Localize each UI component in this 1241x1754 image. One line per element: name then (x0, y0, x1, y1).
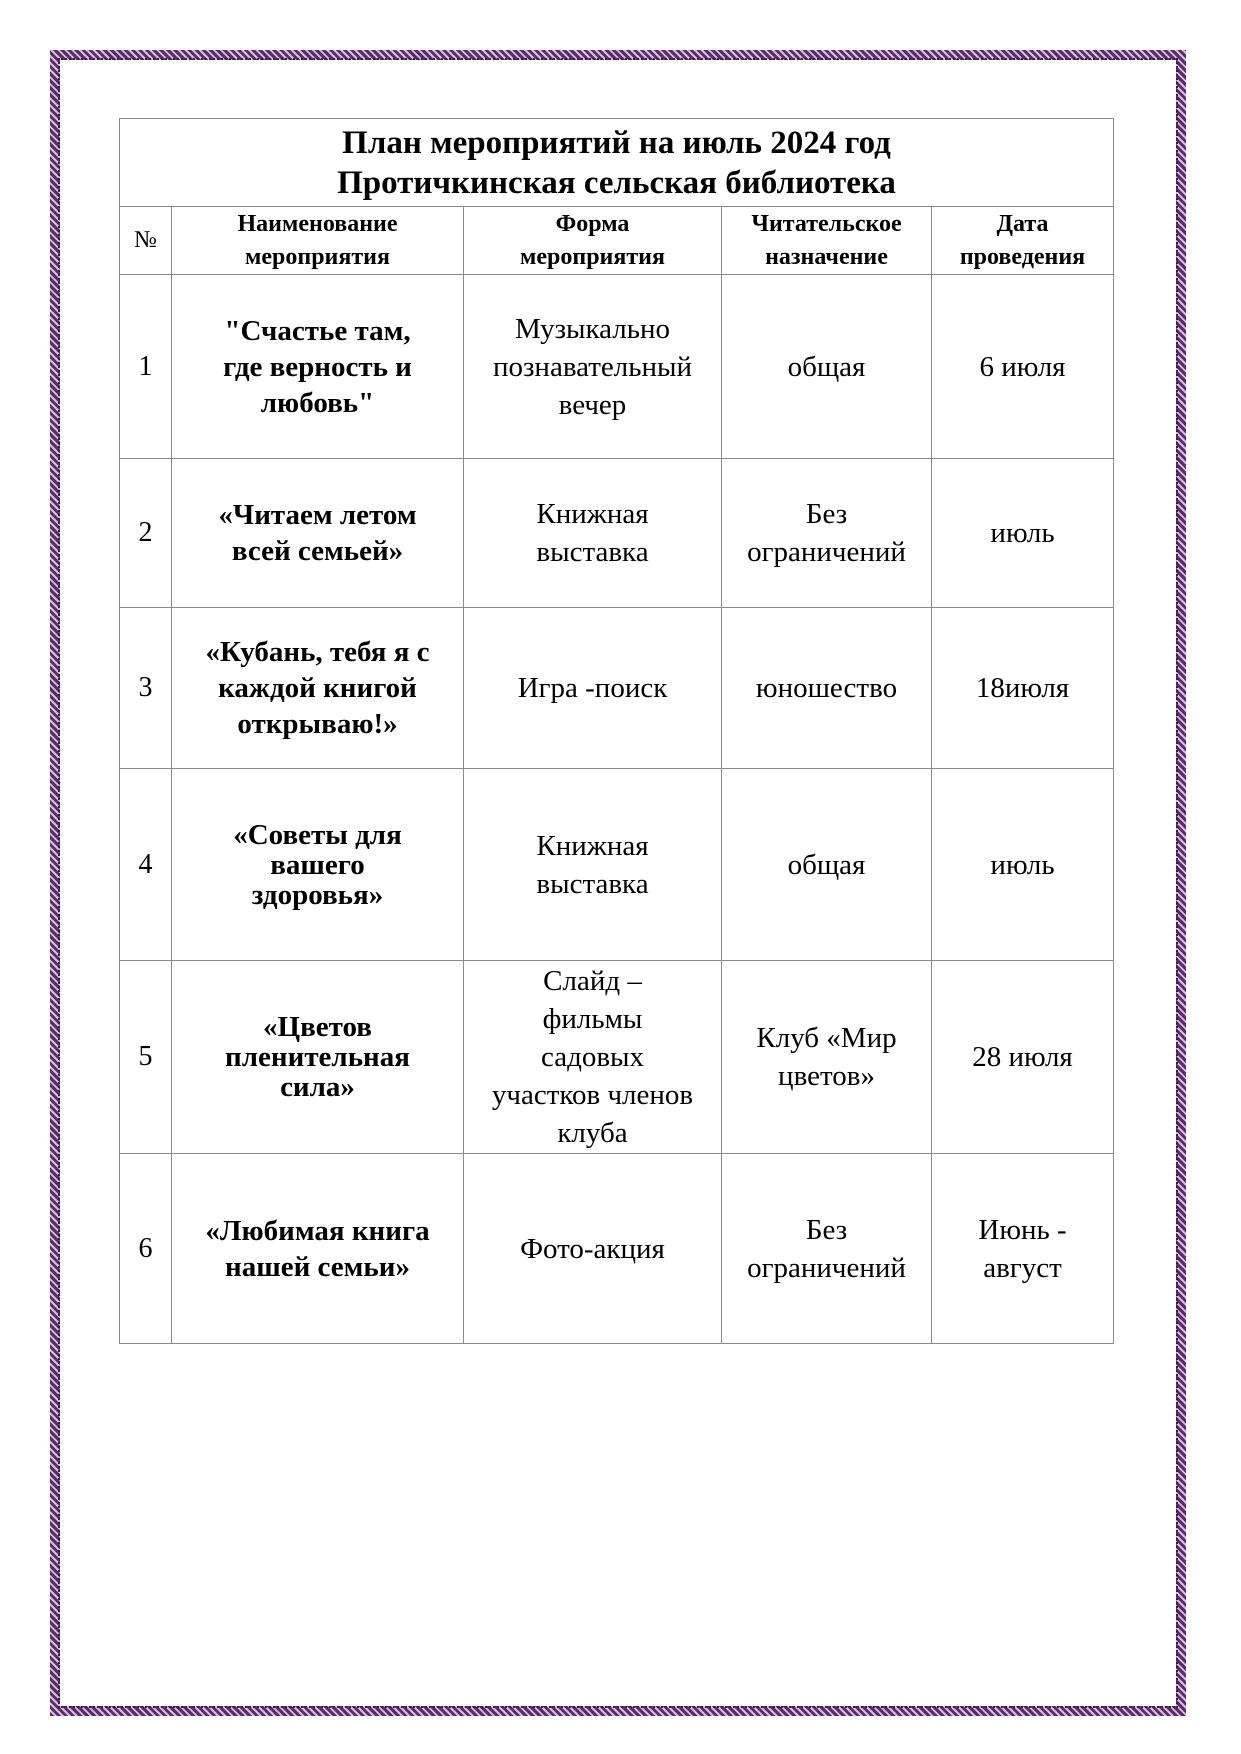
header-event-name-line2: мероприятия (245, 243, 390, 270)
event-form-line: Фото-акция (520, 1232, 665, 1265)
event-name-line: «Советы для (233, 818, 402, 851)
event-date-line: июль (990, 848, 1055, 881)
event-audience (722, 275, 932, 459)
event-audience-line: Без (805, 498, 848, 530)
table-title-row (120, 119, 1114, 207)
event-name (172, 961, 464, 1154)
event-date (932, 275, 1114, 459)
event-name-line: «Любимая книга (205, 1214, 430, 1247)
event-name-line: где верность и (223, 350, 412, 383)
event-audience (722, 608, 932, 769)
header-date-line2: проведения (959, 243, 1086, 270)
event-name-line: всей семьей» (231, 535, 404, 567)
event-date-line: 28 июля (972, 1041, 1073, 1073)
event-form-line: выставка (536, 536, 649, 568)
table-row (120, 961, 1114, 1154)
table-row (120, 1154, 1114, 1344)
event-date (932, 769, 1114, 961)
event-form-line: садовых (540, 1041, 645, 1073)
event-name (172, 769, 464, 961)
event-date (932, 1154, 1114, 1344)
event-audience-line: ограничений (747, 1251, 906, 1284)
header-audience (722, 207, 932, 275)
header-audience-line1: Читательское (751, 210, 902, 237)
event-form-line: фильмы (542, 1003, 643, 1035)
event-name (172, 459, 464, 608)
event-form-line: Игра -поиск (517, 672, 668, 704)
event-form-line: Музыкально (515, 312, 670, 345)
event-form (464, 275, 722, 459)
event-audience-line: ограничений (747, 536, 906, 568)
event-name-line: «Кубань, тебя я с (205, 636, 430, 668)
event-name-line: "Счастье там, (224, 314, 411, 347)
row-number: 2 (120, 459, 172, 608)
event-date-line: Июнь - (978, 1213, 1067, 1246)
event-form-line: клуба (557, 1117, 628, 1149)
row-number: 1 (120, 275, 172, 459)
events-plan-table (119, 118, 1114, 1344)
event-form-line: Книжная (536, 829, 649, 862)
event-name (172, 1154, 464, 1344)
row-number: 4 (120, 769, 172, 961)
header-date-line1: Дата (996, 210, 1049, 237)
header-event-form (464, 207, 722, 275)
event-form (464, 459, 722, 608)
event-form (464, 769, 722, 961)
table-row (120, 608, 1114, 769)
event-form (464, 1154, 722, 1344)
event-name-line: любовь" (260, 386, 375, 419)
event-date (932, 459, 1114, 608)
event-date (932, 608, 1114, 769)
event-name-line: вашего (270, 848, 365, 881)
event-audience (722, 961, 932, 1154)
header-audience-line2: назначение (765, 243, 888, 270)
event-name-line: здоровья» (251, 878, 384, 911)
event-audience-line: Клуб «Мир (756, 1022, 897, 1054)
event-audience (722, 1154, 932, 1344)
event-audience-line: цветов» (778, 1060, 875, 1092)
event-audience (722, 459, 932, 608)
event-name-line: нашей семьи» (225, 1250, 410, 1283)
event-audience (722, 769, 932, 961)
event-date-line: 6 июля (979, 350, 1066, 383)
event-name-line: «Читаем летом (218, 499, 417, 531)
row-number: 3 (120, 608, 172, 769)
event-form-line: вечер (558, 388, 627, 421)
event-form-line: познавательный (492, 350, 693, 383)
event-date-line: июль (990, 517, 1055, 549)
document-title (120, 119, 1114, 207)
event-name (172, 275, 464, 459)
header-event-name-line1: Наименование (237, 210, 398, 237)
event-form (464, 608, 722, 769)
event-form (464, 961, 722, 1154)
event-date-line: 18июля (975, 672, 1070, 704)
table-row (120, 769, 1114, 961)
table-header-row (120, 207, 1114, 275)
event-name-line: сила» (280, 1071, 355, 1103)
event-audience-line: общая (787, 848, 866, 881)
table-row (120, 459, 1114, 608)
event-form-line: Книжная (536, 498, 649, 530)
event-form-line: участков членов (491, 1079, 694, 1111)
title-line-library: Протичкинская сельская библиотека (337, 164, 896, 201)
event-form-line: Слайд – (543, 965, 642, 997)
event-name-line: «Цветов (263, 1011, 372, 1043)
event-form-line: выставка (536, 867, 649, 900)
event-name-line: пленительная (225, 1041, 410, 1073)
event-date (932, 961, 1114, 1154)
event-audience-line: Без (805, 1213, 848, 1246)
event-audience-line: общая (787, 350, 866, 383)
row-number: 6 (120, 1154, 172, 1344)
event-name (172, 608, 464, 769)
header-number: № (120, 207, 172, 275)
event-name-line: открываю!» (237, 708, 398, 740)
title-line-plan: План мероприятий на июль 2024 год (342, 124, 891, 161)
row-number: 5 (120, 961, 172, 1154)
event-audience-line: юношество (755, 672, 898, 704)
event-date-line: август (983, 1251, 1062, 1284)
header-date (932, 207, 1114, 275)
header-event-form-line2: мероприятия (520, 243, 665, 270)
header-event-name (172, 207, 464, 275)
event-name-line: каждой книгой (218, 672, 417, 704)
table-row (120, 275, 1114, 459)
header-event-form-line1: Форма (555, 210, 630, 237)
